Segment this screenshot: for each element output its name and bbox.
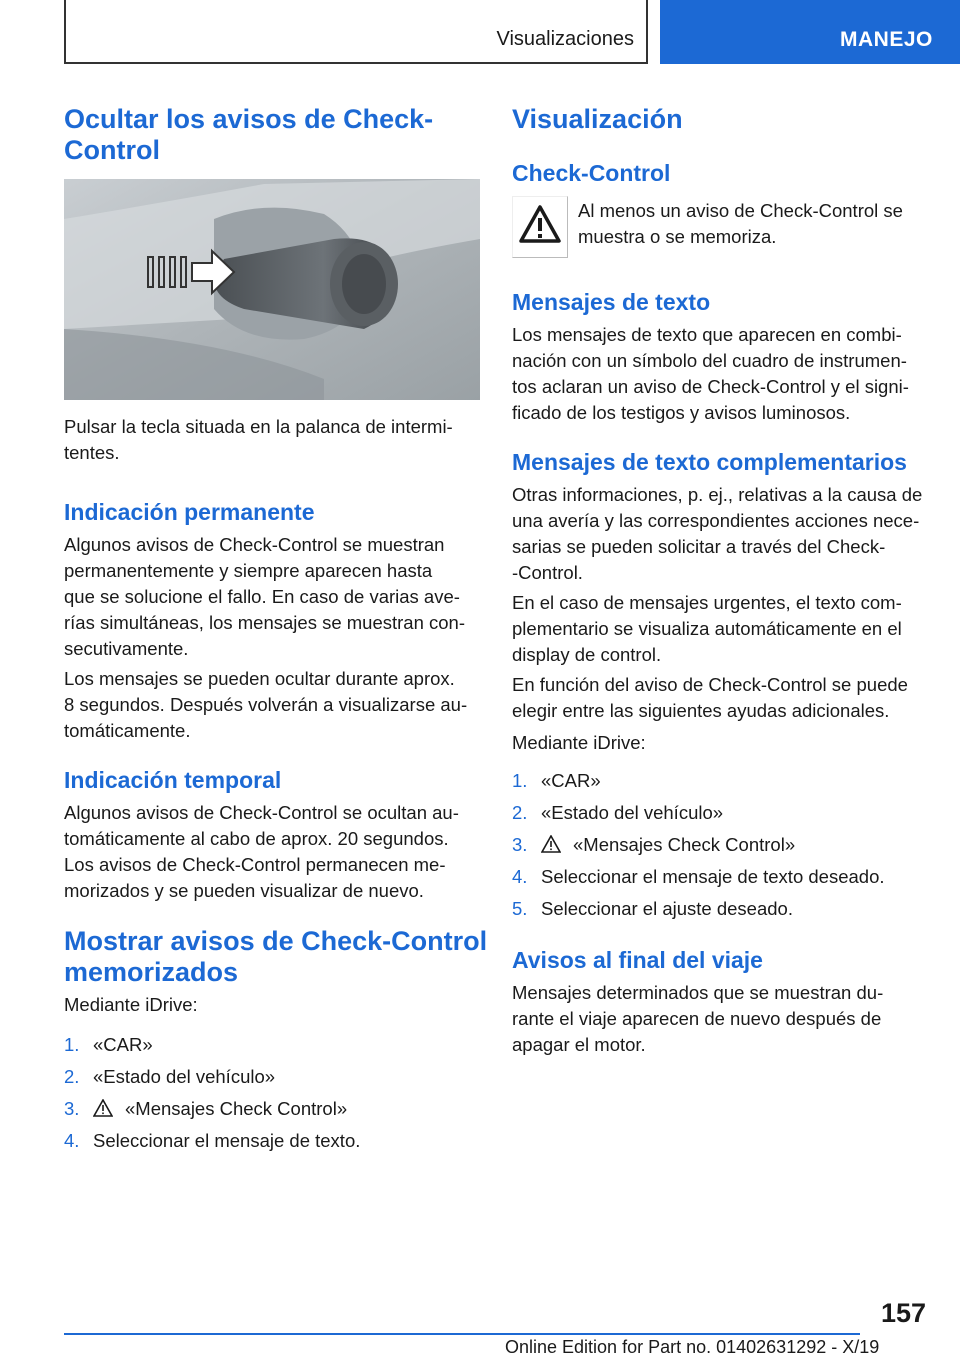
permanent-paragraph: Algunos avisos de Check-Control se muestran permanentemente y siempre aparecen hasta que se solucione el fallo. En caso de varias ave- rías simultáneas, los mensajes se muestran con- secutivamente. <box>64 534 466 659</box>
photo-caption: Pulsar la tecla situada en la palanca de intermi- tentes. <box>64 416 453 463</box>
check-control-heading: Check-Control <box>512 160 671 186</box>
turn-signal-lever-photo <box>64 179 480 400</box>
header-section-title: Visualizaciones <box>496 28 634 50</box>
check-control-paragraph: Al menos un aviso de Check-Control se muestra o se memoriza. <box>578 200 903 247</box>
header-chapter-label: MANEJO <box>840 28 933 51</box>
display-heading: Visualización <box>512 104 683 134</box>
additional-aids-paragraph: En función del aviso de Check-Control se puede elegir entre las siguientes ayudas adicionales. <box>512 674 908 721</box>
warning-triangle-icon <box>513 197 567 257</box>
warning-symbol-box <box>512 196 568 258</box>
end-of-trip-paragraph: Mensajes determinados que se muestran du- rante el viaje aparecen de nuevo después de apagar el motor. <box>512 982 884 1055</box>
text-messages-heading: Mensajes de texto <box>512 289 711 315</box>
footer-edition-text: Online Edition for Part no. 01402631292 - X/19 <box>505 1337 880 1357</box>
header-chapter-tab[interactable] <box>660 0 960 64</box>
warning-triangle-icon <box>93 1099 113 1117</box>
text-messages-paragraph: Los mensajes de texto que aparecen en combi- nación con un símbolo del cuadro de instrumen- tos aclaran un aviso de Check-Control y el signi- ficado de los testigos y avisos luminosos. <box>512 324 909 423</box>
urgent-paragraph: En el caso de mensajes urgentes, el texto com- plementario se visualiza automáticamente en el display de control. <box>512 592 902 665</box>
footer-divider <box>64 1333 860 1335</box>
temporal-heading: Indicación temporal <box>64 767 282 793</box>
supplementary-paragraph: Otras informaciones, p. ej., relativas a la causa de una avería y las correspondientes acciones nece- sarias se pueden solicitar a través del Check- -Control. <box>512 484 923 583</box>
end-of-trip-heading: Avisos al final del viaje <box>512 947 763 973</box>
supplementary-messages-heading: Mensajes de texto complementarios <box>512 449 907 475</box>
permanent-heading: Indicación permanente <box>64 499 315 525</box>
left-idrive-label: Mediante iDrive: <box>64 994 198 1015</box>
right-idrive-label: Mediante iDrive: <box>512 732 646 753</box>
hide-duration-paragraph: Los mensajes se pueden ocultar durante aprox. 8 segundos. Después volverán a visualizarse au- tomáticamente. <box>64 668 468 741</box>
hide-warnings-heading: Ocultar los avisos de Check- Control <box>64 104 434 165</box>
show-stored-heading: Mostrar avisos de Check-Control memorizados <box>64 926 488 987</box>
page-number: 157 <box>880 1298 926 1328</box>
temporal-paragraph: Algunos avisos de Check-Control se ocultan au- tomáticamente al cabo de aprox. 20 segundos. Los avisos de Check-Control permanecen me- morizados y se pueden visualizar de nuevo. <box>64 802 459 901</box>
warning-triangle-icon <box>541 835 561 853</box>
header-frame <box>64 0 648 64</box>
